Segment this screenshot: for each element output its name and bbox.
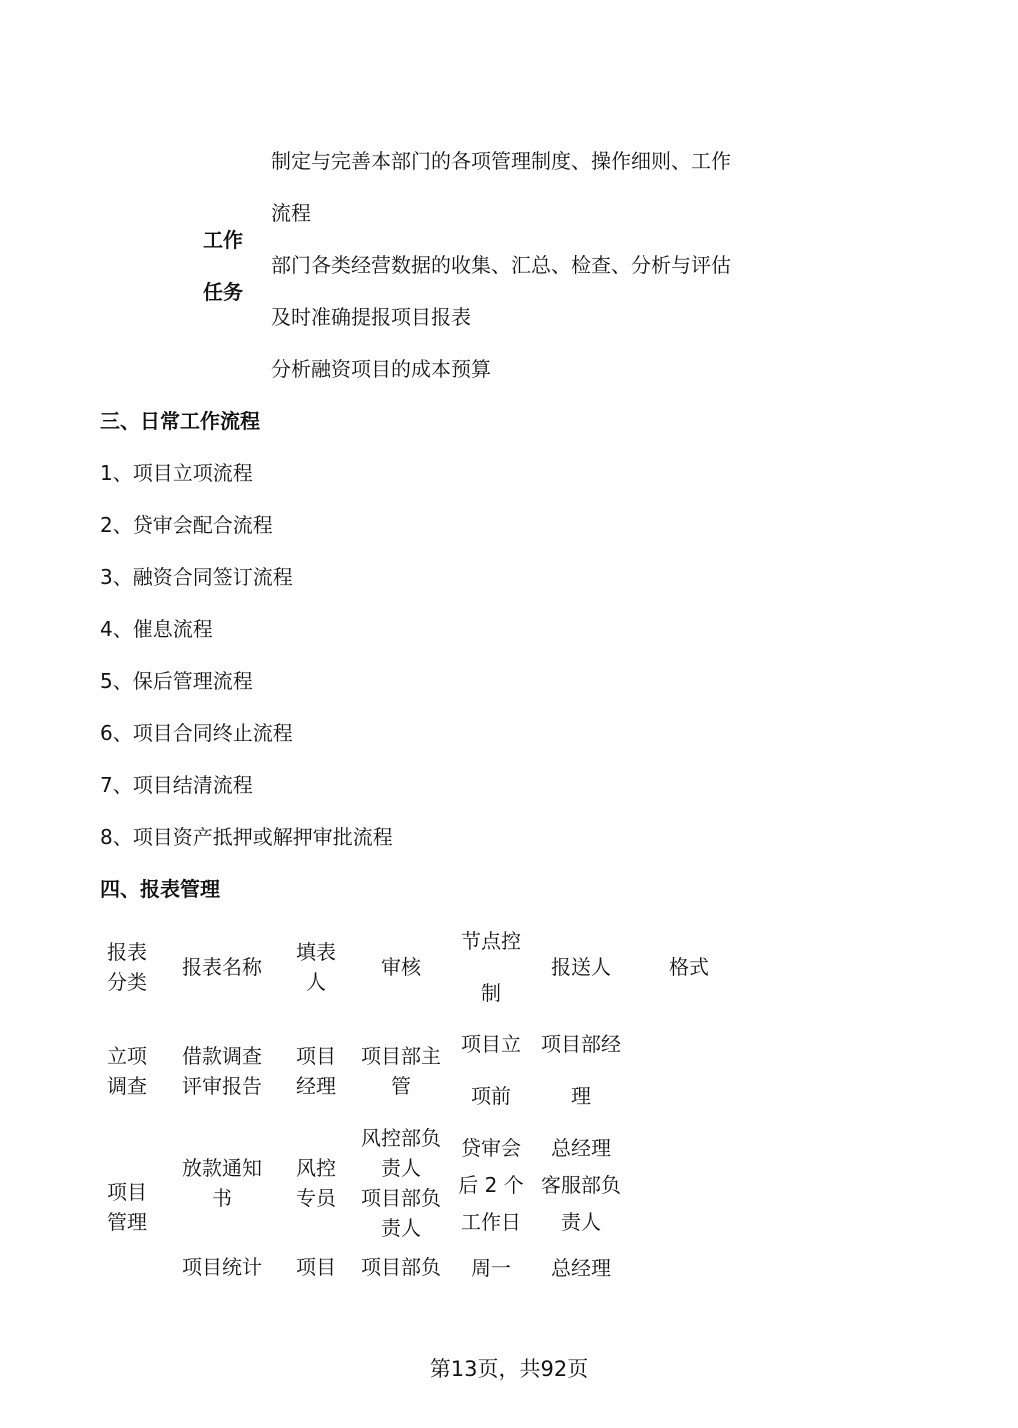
table-cell-sender: 项目部经 [541,1032,621,1056]
table-cell-category: 调查 [107,1074,147,1098]
table-cell-reviewer: 责人 [381,1156,421,1180]
table-cell-name: 项目统计 [182,1255,262,1279]
page-number: 第13页，共92页 [429,1357,589,1381]
table-cell-sender: 总经理 [551,1256,611,1280]
workflow-item: 3、融资合同签订流程 [100,565,293,589]
table-cell-category: 立项 [107,1044,147,1068]
work-tasks-label-line2: 任务 [203,280,243,304]
table-header-category: 报表 [107,940,147,964]
work-tasks-label-line1: 工作 [203,228,243,252]
work-task-line: 制定与完善本部门的各项管理制度、操作细则、工作 [271,149,731,173]
workflow-item: 6、项目合同终止流程 [100,721,293,745]
table-header-category: 分类 [107,970,147,994]
table-header-node: 节点控 [461,929,521,953]
workflow-item: 7、项目结清流程 [100,773,253,797]
table-cell-reviewer: 管 [391,1074,411,1098]
table-cell-node: 周一 [471,1256,511,1280]
table-cell-sender: 理 [571,1084,591,1108]
table-cell-node: 后 2 个 [458,1173,524,1197]
table-cell-name: 评审报告 [182,1074,262,1098]
table-cell-reviewer: 项目部负 [361,1255,441,1279]
table-cell-node: 项目立 [461,1032,521,1056]
table-header-filler: 人 [306,970,326,994]
work-task-line: 及时准确提报项目报表 [271,305,471,329]
table-cell-node: 工作日 [461,1210,521,1234]
section3-heading: 三、日常工作流程 [100,409,260,433]
table-cell-reviewer: 责人 [381,1216,421,1240]
table-header-format: 格式 [669,955,709,979]
table-cell-filler: 项目 [296,1044,336,1068]
table-cell-filler: 专员 [296,1186,336,1210]
table-cell-name: 借款调查 [182,1044,262,1068]
table-header-sender: 报送人 [551,955,611,979]
table-cell-filler: 项目 [296,1255,336,1279]
workflow-item: 2、贷审会配合流程 [100,513,273,537]
table-cell-sender: 责人 [561,1210,601,1234]
table-cell-node: 贷审会 [461,1136,521,1160]
table-cell-reviewer: 项目部负 [361,1186,441,1210]
section4-heading: 四、报表管理 [100,877,220,901]
table-cell-category: 管理 [107,1210,147,1234]
table-header-node: 制 [481,981,501,1005]
table-cell-filler: 经理 [296,1074,336,1098]
table-cell-sender: 总经理 [551,1136,611,1160]
table-cell-node: 项前 [471,1084,511,1108]
table-header-reviewer: 审核 [381,955,421,979]
table-cell-filler: 风控 [296,1156,336,1180]
table-header-name: 报表名称 [182,955,262,979]
table-cell-sender: 客服部负 [541,1173,621,1197]
table-cell-name: 书 [212,1186,232,1210]
work-task-line: 流程 [271,201,311,225]
work-task-line: 部门各类经营数据的收集、汇总、检查、分析与评估 [271,253,731,277]
table-cell-name: 放款通知 [182,1156,262,1180]
workflow-item: 4、催息流程 [100,617,213,641]
table-cell-category: 项目 [107,1180,147,1204]
table-cell-reviewer: 风控部负 [361,1126,441,1150]
work-task-line: 分析融资项目的成本预算 [271,357,491,381]
table-header-filler: 填表 [296,940,336,964]
workflow-item: 8、项目资产抵押或解押审批流程 [100,825,393,849]
workflow-item: 1、项目立项流程 [100,461,253,485]
table-cell-reviewer: 项目部主 [361,1044,441,1068]
workflow-item: 5、保后管理流程 [100,669,253,693]
